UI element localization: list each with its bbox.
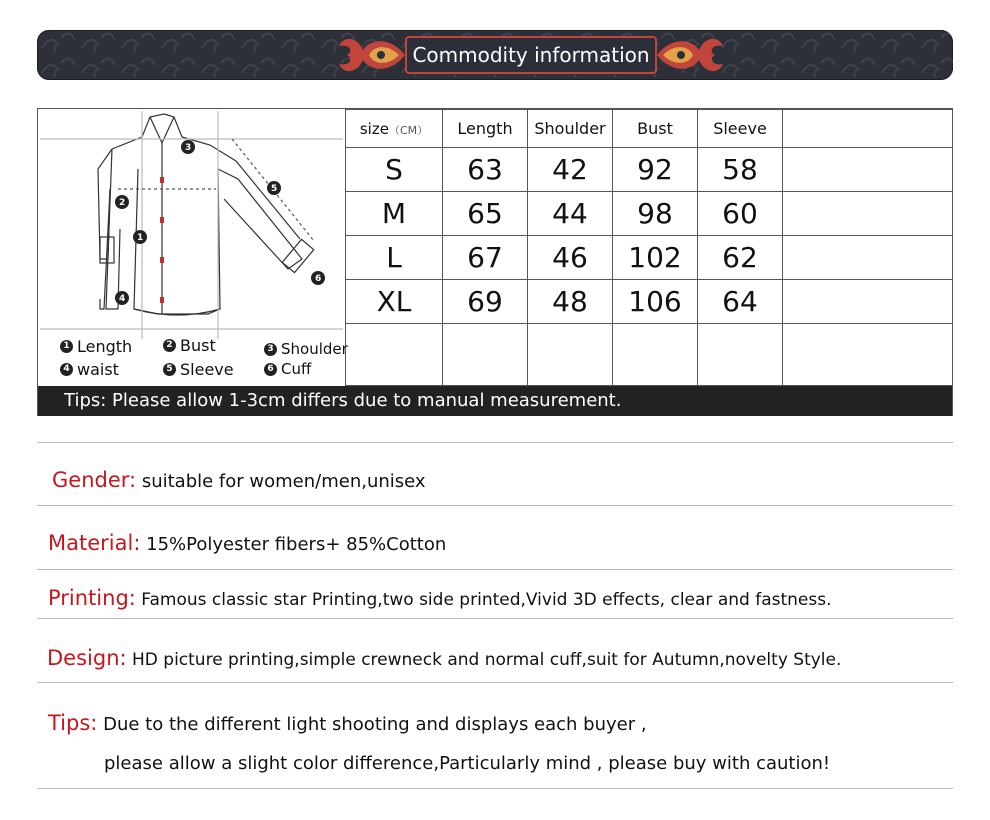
left-ornament-icon [329, 30, 405, 80]
tips-label: Tips: [48, 711, 98, 735]
value-cell: 69 [443, 280, 528, 324]
svg-text:4: 4 [119, 294, 126, 304]
empty-cell [783, 324, 953, 386]
table-row [346, 324, 953, 386]
tips-line-2 [104, 753, 830, 774]
legend-label: Bust [180, 336, 216, 355]
size-unit-header [346, 110, 443, 148]
empty-cell [783, 148, 953, 192]
header-banner [37, 30, 953, 80]
legend-number: 3 [264, 343, 277, 356]
material-text: 15%Polyester fibers+ 85%Cotton [146, 534, 447, 555]
table-row [346, 148, 953, 192]
column-header-shoulder: Shoulder [528, 110, 613, 148]
value-cell: 60 [698, 192, 783, 236]
size-cell: L [346, 236, 443, 280]
svg-text:2: 2 [119, 198, 126, 208]
value-cell: 64 [698, 280, 783, 324]
size-table [345, 109, 953, 386]
gender-text: suitable for women/men,unisex [141, 471, 426, 492]
value-cell: 102 [613, 236, 698, 280]
legend-label: Cuff [281, 360, 312, 378]
empty-cell [613, 324, 698, 386]
size-label: size [359, 119, 389, 138]
printing-text: Famous classic star Printing,two side printed,Vivid 3D effects, clear and fastness. [141, 590, 832, 610]
tips-text-2: please allow a slight color difference,Particularly mind , please buy with caution! [104, 753, 831, 774]
legend-cuff [264, 360, 311, 378]
table-row [346, 236, 953, 280]
divider [37, 618, 953, 619]
value-cell: 92 [613, 148, 698, 192]
value-cell: 106 [613, 280, 698, 324]
size-cell: XL [346, 280, 443, 324]
legend-sleeve [163, 360, 234, 379]
svg-text:5: 5 [271, 184, 278, 194]
column-header-bust: Bust [613, 110, 698, 148]
table-row [346, 192, 953, 236]
legend-label: Shoulder [281, 340, 348, 358]
material-line [48, 531, 446, 555]
legend-length [60, 337, 132, 356]
value-cell: 48 [528, 280, 613, 324]
legend-shoulder [264, 340, 348, 358]
divider [37, 682, 953, 683]
tips-text-1: Due to the different light shooting and displays each buyer , [103, 714, 647, 735]
legend-bust [163, 336, 216, 355]
size-cell: M [346, 192, 443, 236]
design-label: Design: [47, 646, 127, 670]
svg-text:3: 3 [185, 143, 192, 153]
value-cell: 42 [528, 148, 613, 192]
column-header-sleeve: Sleeve [698, 110, 783, 148]
table-header-row [346, 110, 953, 148]
unit-label: （CM） [388, 123, 429, 137]
value-cell: 65 [443, 192, 528, 236]
empty-cell [346, 324, 443, 386]
empty-cell [783, 192, 953, 236]
value-cell: 62 [698, 236, 783, 280]
empty-cell [443, 324, 528, 386]
empty-cell [783, 236, 953, 280]
right-ornament-icon [657, 30, 733, 80]
tips-line-1 [48, 711, 647, 735]
legend-number: 1 [60, 340, 73, 353]
legend-waist [60, 360, 119, 379]
value-cell: 44 [528, 192, 613, 236]
legend-number: 5 [163, 363, 176, 376]
material-label: Material: [48, 531, 141, 555]
legend-number: 4 [60, 363, 73, 376]
legend-label: waist [77, 360, 119, 379]
svg-text:6: 6 [315, 274, 322, 284]
gender-label: Gender: [52, 468, 137, 492]
value-cell: 63 [443, 148, 528, 192]
value-cell: 46 [528, 236, 613, 280]
empty-cell [528, 324, 613, 386]
value-cell: 98 [613, 192, 698, 236]
empty-cell [783, 280, 953, 324]
gender-line [52, 468, 426, 492]
divider [37, 505, 953, 506]
page-title: Commodity information [412, 43, 650, 67]
design-text: HD picture printing,simple crewneck and normal cuff,suit for Autumn,novelty Style. [132, 650, 842, 670]
design-line [47, 646, 841, 670]
divider [37, 788, 953, 789]
size-cell: S [346, 148, 443, 192]
printing-label: Printing: [48, 586, 136, 610]
legend-label: Length [77, 337, 133, 356]
legend-number: 6 [264, 363, 277, 376]
column-header-length: Length [443, 110, 528, 148]
tips-bar: Tips: Please allow 1-3cm differs due to manual measurement. [38, 386, 952, 416]
value-cell: 58 [698, 148, 783, 192]
table-row [346, 280, 953, 324]
legend-label: Sleeve [180, 360, 234, 379]
empty-cell [698, 324, 783, 386]
legend-number: 2 [163, 339, 176, 352]
divider [37, 569, 953, 570]
svg-text:1: 1 [137, 233, 144, 243]
divider [37, 442, 953, 443]
column-header-empty [783, 110, 953, 148]
printing-line [48, 586, 831, 610]
value-cell: 67 [443, 236, 528, 280]
